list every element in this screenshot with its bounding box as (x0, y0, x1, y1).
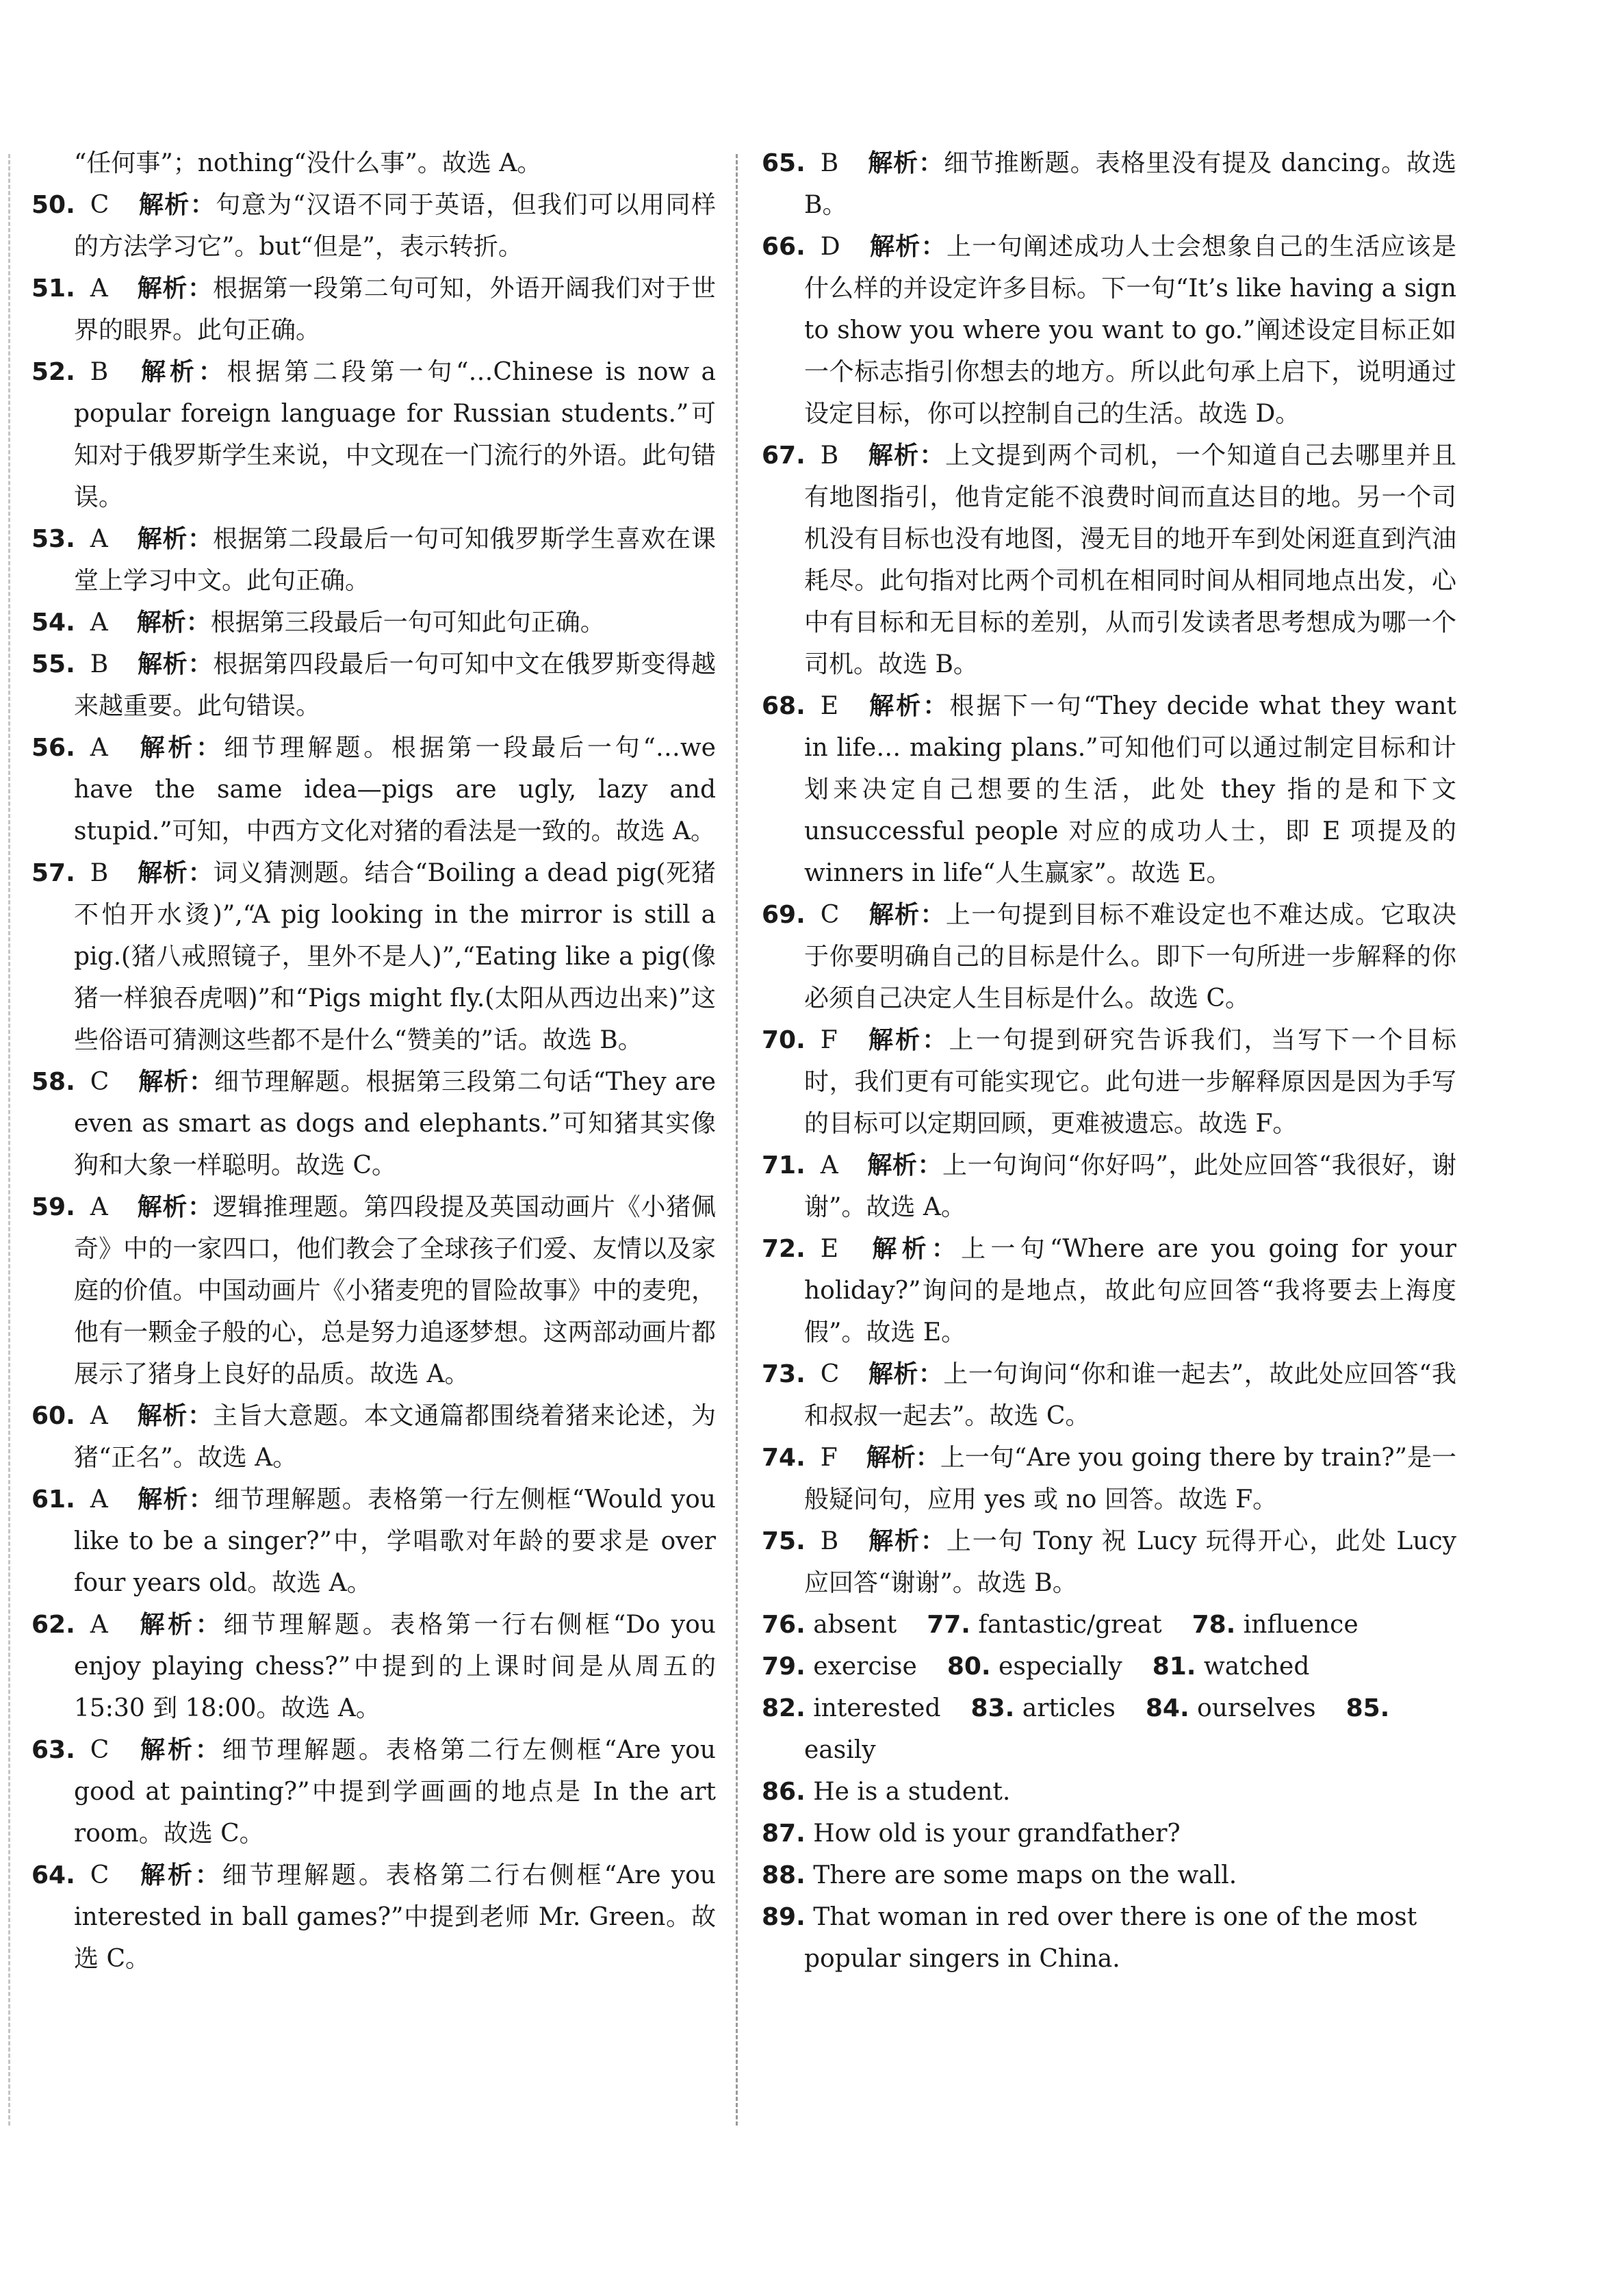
answer-letter: A (90, 1611, 108, 1639)
question-number: 86. (762, 1778, 806, 1806)
word-answer: especially (999, 1653, 1122, 1681)
question-number: 55. (31, 650, 75, 678)
answer-letter: B (90, 650, 109, 678)
question-number: 66. (762, 233, 806, 261)
answer-item (31, 1061, 716, 1186)
analysis-label: 解析： (868, 900, 946, 929)
answer-explanation: 细节理解题。表格第一行左侧框“Would you like to be a singer?”中，学唱歌对年龄的要求是 over four years old。故选 A。 (74, 1485, 716, 1597)
answer-explanation: 逻辑推理题。第四段提及英国动画片《小猪佩奇》中的一家四口，他们教会了全球孩子们爱、友情以及家庭的价值。中国动画片《小猪麦兜的冒险故事》中的麦兜，他有一颗金子般的心，总是努力追逐梦想。这两部动画片都展示了猪身上良好的品质。故选 A。 (74, 1193, 716, 1388)
question-number: 57. (31, 859, 75, 887)
analysis-label: 解析： (138, 1067, 214, 1096)
sentence-answer (762, 1854, 1456, 1896)
word-answer: interested (813, 1694, 941, 1722)
question-number: 88. (762, 1861, 806, 1889)
question-number: 89. (762, 1903, 806, 1931)
word-answer: absent (813, 1611, 897, 1639)
answer-item (762, 1228, 1456, 1353)
answer-explanation: 上文提到两个司机，一个知道自己去哪里并且有地图指引，他肯定能不浪费时间而直达目的地。另一个司机没有目标也没有地图，漫无目的地开车到处闲逛直到汽油耗尽。此句指对比两个司机在相同时间从相同地点出发，心中有目标和无目标的差别，从而引发读者思考想成为哪一个司机。故选 B。 (804, 442, 1456, 678)
sentence-answer (762, 1771, 1456, 1813)
answer-letter: B (820, 1527, 839, 1555)
answer-explanation: 上一句询问“你和谁一起去”，故此处应回答“我和叔叔一起去”。故选 C。 (804, 1360, 1456, 1430)
answer-letter: C (820, 1360, 840, 1388)
word-answer: watched (1203, 1653, 1310, 1681)
question-number: 58. (31, 1068, 75, 1096)
question-number: 79. (762, 1653, 806, 1681)
question-number: 50. (31, 191, 75, 219)
question-number: 78. (1192, 1611, 1236, 1639)
answer-explanation: 上一句 Tony 祝 Lucy 玩得开心，此处 Lucy 应回答“谢谢”。故选 B。 (804, 1527, 1456, 1597)
answer-explanation: 细节理解题。根据第一段最后一句“…we have the same idea—pigs are ugly, lazy and stupid.”可知，中西方文化对猪的看法是一致的。故选 A。 (74, 734, 716, 845)
answer-letter: A (820, 1151, 838, 1179)
answer-letter: A (90, 734, 108, 762)
right-column (762, 142, 1456, 1980)
answer-item (762, 435, 1456, 685)
answer-item (31, 1854, 716, 1980)
analysis-label: 解析： (136, 1401, 213, 1430)
word-answer: ourselves (1197, 1694, 1316, 1722)
analysis-label: 解析： (868, 1360, 944, 1388)
answer-letter: A (90, 525, 108, 553)
answer-item (31, 727, 716, 852)
answer-explanation: 根据第二段第一句“…Chinese is now a popular foreign language for Russian students.”可知对于俄罗斯学生来说，中文现在一门流行的外语。此句错误。 (74, 358, 716, 511)
question-number: 85. (1346, 1694, 1390, 1722)
analysis-label: 解析： (136, 1192, 213, 1221)
answer-item (31, 268, 716, 351)
answer-item (31, 1604, 716, 1729)
answer-letter: C (90, 1861, 110, 1889)
answer-explanation: 上一句“Where are you going for your holiday?”询问的是地点，故此句应回答“我将要去上海度假”。故选 E。 (804, 1235, 1456, 1347)
question-number: 69. (762, 901, 806, 929)
answer-letter: F (820, 1444, 838, 1472)
answer-letter: C (90, 191, 110, 219)
answer-explanation: 上一句阐述成功人士会想象自己的生活应该是什么样的并设定许多目标。下一句“It’s like having a sign to show you where you want to go.”阐述设定目标正如一个标志指引你想去的地方。所以此句承上启下，说明通过设定目标，你可以控制自己的生活。故选 D。 (804, 233, 1456, 428)
word-answer: fantastic/great (978, 1611, 1162, 1639)
answer-item (762, 894, 1456, 1019)
answer-explanation: 细节理解题。表格第一行右侧框“Do you enjoy playing chess?”中提到的上课时间是从周五的 15:30 到 18:00。故选 A。 (74, 1611, 716, 1722)
question-number: 73. (762, 1360, 806, 1388)
word-row (762, 1687, 1456, 1771)
analysis-label: 解析： (867, 149, 944, 177)
sentence-text: How old is your grandfather? (813, 1820, 1181, 1848)
analysis-label: 解析： (866, 1151, 943, 1179)
question-number: 52. (31, 358, 75, 386)
column-divider (736, 154, 738, 2126)
question-number: 82. (762, 1694, 806, 1722)
question-number: 77. (927, 1611, 970, 1639)
analysis-label: 解析： (137, 357, 227, 386)
answer-item (31, 351, 716, 518)
answer-item (762, 1145, 1456, 1228)
answer-item (762, 685, 1456, 894)
question-number: 64. (31, 1861, 75, 1889)
answer-letter: B (90, 358, 109, 386)
answer-item (31, 518, 716, 602)
answer-item (762, 1353, 1456, 1437)
answer-letter: C (90, 1068, 110, 1096)
word-answer: exercise (813, 1653, 917, 1681)
answer-letter: B (820, 442, 839, 470)
answer-explanation: “任何事”；nothing“没什么事”。故选 A。 (74, 149, 542, 177)
answer-letter: A (90, 609, 108, 637)
answer-item (31, 852, 716, 1061)
answer-letter: A (90, 1485, 108, 1514)
sentence-text: There are some maps on the wall. (813, 1861, 1237, 1889)
answer-explanation: 词义猜测题。结合“Boiling a dead pig(死猪不怕开水烫)”,“A pig looking in the mirror is still a pig.(猪八戒照镜子，里外不是人)”,“Eating like a pig(像猪一样狼吞虎咽)”和“Pigs might fly.(太阳从西边出来)”这些俗语可猜测这些都不是什么“赞美的”话。故选 B。 (74, 859, 716, 1054)
question-number: 51. (31, 275, 75, 303)
answer-item (762, 1019, 1456, 1145)
question-number: 71. (762, 1151, 806, 1179)
answer-explanation: 细节推断题。表格里没有提及 dancing。故选 B。 (804, 149, 1456, 219)
answer-letter: A (90, 275, 108, 303)
sentence-answer (762, 1813, 1456, 1854)
question-number: 81. (1152, 1653, 1196, 1681)
answer-letter: E (820, 692, 839, 720)
question-number: 74. (762, 1444, 806, 1472)
question-number: 84. (1145, 1694, 1189, 1722)
analysis-label: 解析： (136, 733, 224, 762)
answer-item (762, 1437, 1456, 1520)
analysis-label: 解析： (136, 1485, 215, 1514)
analysis-label: 解析： (137, 858, 214, 887)
left-column (31, 142, 716, 1980)
answer-explanation: 细节理解题。表格第二行右侧框“Are you interested in ball games?”中提到老师 Mr. Green。故选 C。 (74, 1861, 716, 1973)
answer-explanation: 上一句提到目标不难设定也不难达成。它取决于你要明确自己的目标是什么。即下一句所进一步解释的你必须自己决定人生目标是什么。故选 C。 (804, 901, 1456, 1012)
answer-item (31, 1729, 716, 1854)
answer-explanation: 句意为“汉语不同于英语，但我们可以用同样的方法学习它”。but“但是”，表示转折。 (74, 191, 716, 261)
answer-item (31, 643, 716, 727)
question-number: 65. (762, 149, 806, 177)
answer-explanation: 主旨大意题。本文通篇都围绕着猪来论述，为猪“正名”。故选 A。 (74, 1402, 716, 1472)
answer-explanation: 根据第三段最后一句可知此句正确。 (210, 609, 605, 637)
answer-item (31, 184, 716, 268)
answer-letter: C (820, 901, 840, 929)
word-answer: articles (1022, 1694, 1116, 1722)
analysis-label: 解析： (136, 1610, 224, 1639)
answer-item (31, 142, 716, 184)
answer-explanation: 细节理解题。根据第三段第二句话“They are even as smart as dogs and elephants.”可知猪其实像狗和大象一样聪明。故选 C。 (74, 1068, 716, 1179)
analysis-label: 解析： (866, 1025, 949, 1054)
page-edge-divider (8, 154, 10, 2126)
question-number: 63. (31, 1736, 75, 1764)
answer-letter: A (90, 1193, 108, 1221)
analysis-label: 解析： (137, 650, 214, 678)
word-answer: influence (1243, 1611, 1359, 1639)
analysis-label: 解析： (136, 274, 213, 303)
answer-letter: C (90, 1736, 110, 1764)
sentence-answer (762, 1896, 1456, 1980)
answer-explanation: 根据第四段最后一句可知中文在俄罗斯变得越来越重要。此句错误。 (74, 650, 716, 720)
sentence-text: That woman in red over there is one of the most popular singers in China. (804, 1903, 1417, 1973)
answer-explanation: 根据下一句“They decide what they want in life… making plans.”可知他们可以通过制定目标和计划来决定自己想要的生活，此处 they 指的是和下文 unsuccessful people 对应的成功人士，即 E 项提及的 winners in life“人生赢家”。故选 E。 (804, 692, 1456, 887)
word-row (762, 1646, 1456, 1687)
word-row (762, 1604, 1456, 1646)
answer-letter: A (90, 1402, 108, 1430)
question-number: 68. (762, 692, 806, 720)
answer-letter: B (820, 149, 839, 177)
question-number: 59. (31, 1193, 75, 1221)
answer-explanation: 上一句询问“你好吗”，此处应回答“我很好，谢谢”。故选 A。 (804, 1151, 1456, 1221)
answer-explanation: 上一句“Are you going there by train?”是一般疑问句，应用 yes 或 no 回答。故选 F。 (804, 1444, 1456, 1514)
sentence-text: He is a student. (813, 1778, 1011, 1806)
analysis-label: 解析： (866, 1443, 940, 1472)
analysis-label: 解析： (136, 608, 211, 637)
question-number: 62. (31, 1611, 75, 1639)
answer-explanation: 根据第二段最后一句可知俄罗斯学生喜欢在课堂上学习中文。此句正确。 (74, 525, 716, 595)
answer-item (31, 1479, 716, 1604)
answer-explanation: 上一句提到研究告诉我们，当写下一个目标时，我们更有可能实现它。此句进一步解释原因是因为手写的目标可以定期回顾，更难被遗忘。故选 F。 (804, 1026, 1456, 1138)
question-number: 53. (31, 525, 75, 553)
analysis-label: 解析： (867, 441, 945, 470)
question-number: 72. (762, 1235, 806, 1263)
question-number: 87. (762, 1820, 806, 1848)
question-number: 70. (762, 1026, 806, 1054)
analysis-label: 解析： (868, 232, 947, 261)
answer-item (31, 1186, 716, 1395)
answer-item (31, 602, 716, 643)
question-number: 76. (762, 1611, 806, 1639)
answer-letter: E (820, 1235, 839, 1263)
answer-letter: B (90, 859, 109, 887)
question-number: 67. (762, 442, 806, 470)
question-number: 75. (762, 1527, 806, 1555)
analysis-label: 解析： (138, 1861, 222, 1889)
answer-letter: D (820, 233, 840, 261)
analysis-label: 解析： (136, 524, 213, 553)
answer-explanation: 根据第一段第二句可知，外语开阔我们对于世界的眼界。此句正确。 (74, 275, 716, 344)
question-number: 56. (31, 734, 75, 762)
answer-explanation: 细节理解题。表格第二行左侧框“Are you good at painting?”中提到学画画的地点是 In the art room。故选 C。 (74, 1736, 716, 1848)
analysis-label: 解析： (867, 691, 950, 720)
analysis-label: 解析： (138, 1735, 222, 1764)
analysis-label: 解析： (867, 1527, 947, 1555)
analysis-label: 解析： (867, 1234, 962, 1263)
answer-item (762, 1520, 1456, 1604)
question-number: 80. (947, 1653, 991, 1681)
question-number: 60. (31, 1402, 75, 1430)
answer-item (762, 226, 1456, 435)
question-number: 61. (31, 1485, 75, 1514)
answer-item (762, 142, 1456, 226)
word-answer: easily (804, 1736, 876, 1764)
question-number: 83. (970, 1694, 1015, 1722)
answer-letter: F (820, 1026, 838, 1054)
question-number: 54. (31, 609, 75, 637)
answer-item (31, 1395, 716, 1479)
analysis-label: 解析： (138, 190, 216, 219)
